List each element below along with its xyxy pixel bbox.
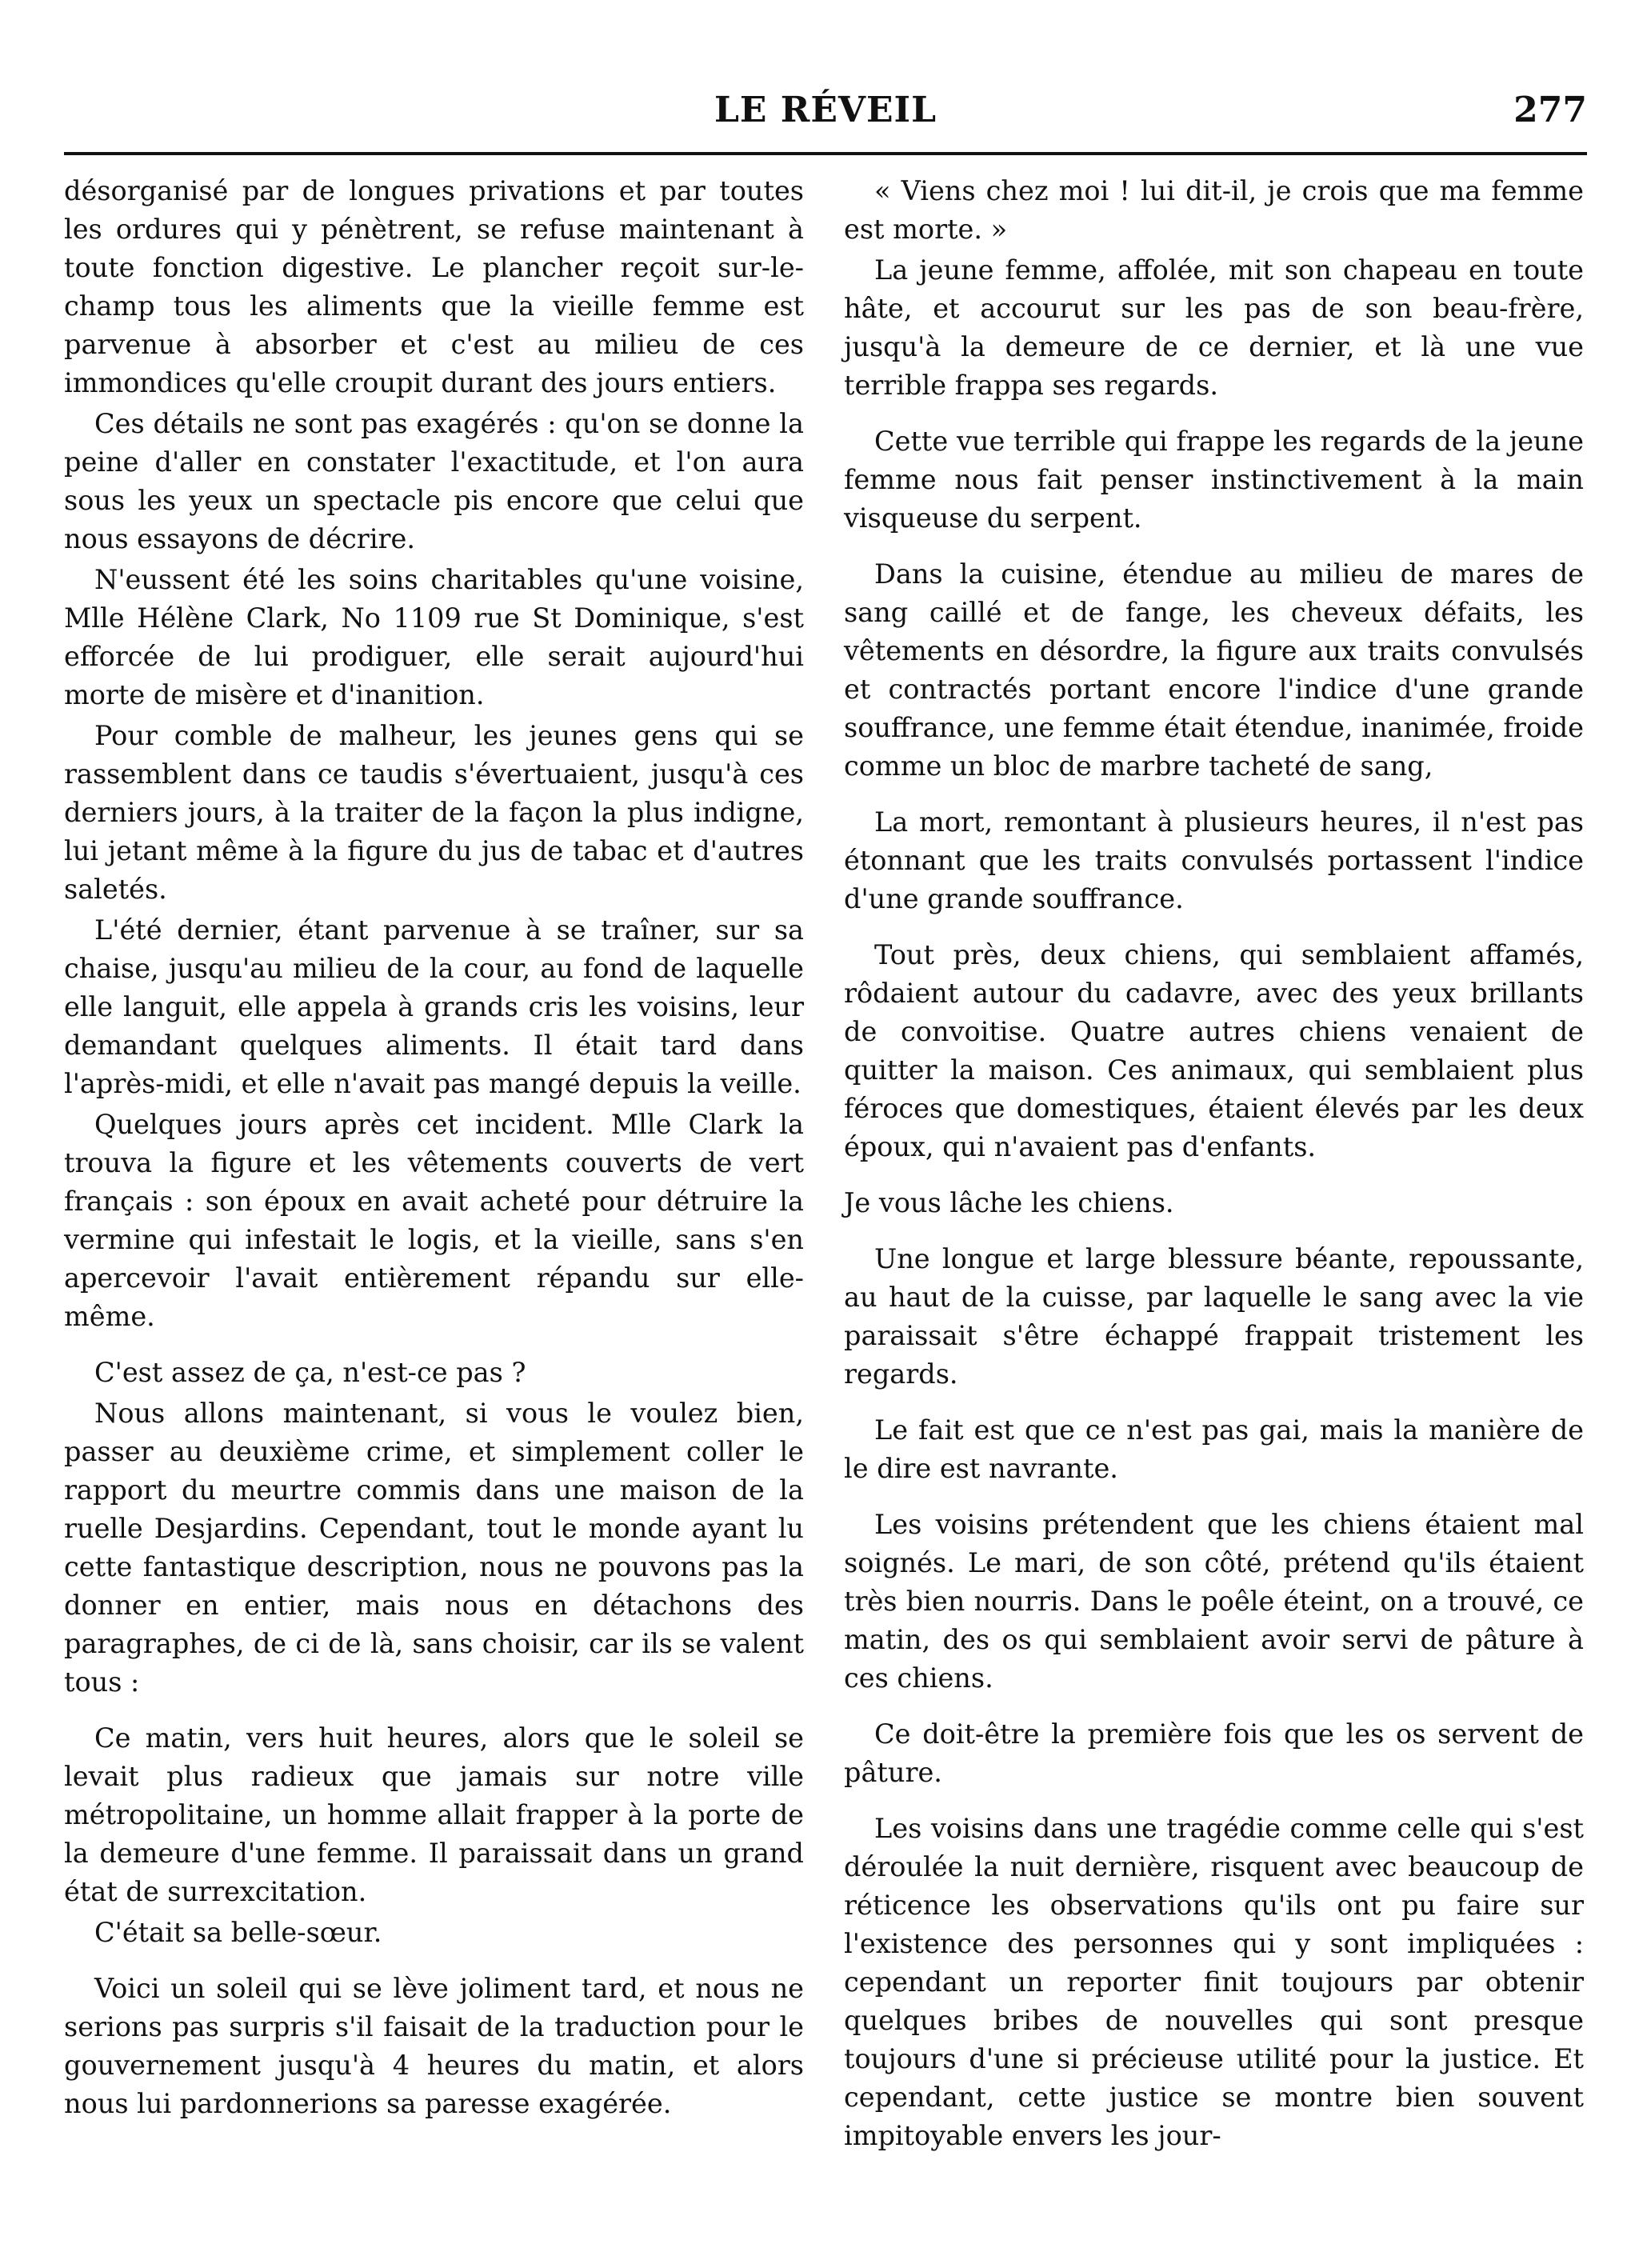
- running-head: [64, 90, 1587, 138]
- paragraph: C'était sa belle-sœur.: [94, 1917, 382, 1948]
- paragraph: Pour comble de malheur, les jeunes gens qui se rassemblent dans ce taudis s'évertuaient, jusqu'à ces derniers jours, à la traiter de la façon la plus indigne, lui jetant même à la figure du jus de tabac et d'autres saletés.: [64, 720, 804, 905]
- right-column: [844, 172, 1584, 2158]
- paragraph: Voici un soleil qui se lève joliment tard, et nous ne serions pas surpris s'il faisait de la traduction pour le gouvernement jusqu'à 4 heures du matin, et alors nous lui pardonnerions sa paresse exagérée.: [64, 1973, 804, 2119]
- left-column: [64, 172, 804, 2126]
- journal-title: LE RÉVEIL: [714, 90, 937, 130]
- paragraph: Ce doit-être la première fois que les os servent de pâture.: [844, 1718, 1584, 1788]
- paragraph: C'est assez de ça, n'est-ce pas ?: [94, 1357, 526, 1388]
- paragraph: Dans la cuisine, étendue au milieu de mares de sang caillé et de fange, les cheveux défaits, les vêtements en désordre, la figure aux traits convulsés et contractés portant encore l'indice d'une grande souffrance, une femme était étendue, inanimée, froide comme un bloc de marbre tacheté de sang,: [844, 558, 1584, 782]
- paragraph: Je vous lâche les chiens.: [844, 1187, 1174, 1218]
- header-rule: [64, 152, 1587, 155]
- paragraph: N'eussent été les soins charitables qu'une voisine, Mlle Hélène Clark, No 1109 rue St Dominique, s'est efforcée de lui prodiguer, elle serait aujourd'hui morte de misère et d'inanition.: [64, 564, 804, 710]
- paragraph: désorganisé par de longues privations et par toutes les ordures qui y pénètrent, se refuse maintenant à toute fonction digestive. Le plancher reçoit sur-le-champ tous les aliments que la vieille femme est parvenue à absorber et c'est au milieu de ces immondices qu'elle croupit durant des jours entiers.: [64, 175, 804, 398]
- paragraph: La mort, remontant à plusieurs heures, il n'est pas étonnant que les traits convulsés portassent l'indice d'une grande souffrance.: [844, 806, 1584, 914]
- paragraph: Cette vue terrible qui frappe les regards de la jeune femme nous fait penser instinctivement à la main visqueuse du serpent.: [844, 426, 1584, 534]
- page-number: 277: [1513, 90, 1587, 130]
- paragraph: L'été dernier, étant parvenue à se traîner, sur sa chaise, jusqu'au milieu de la cour, au fond de laquelle elle languit, elle appela à grands cris les voisins, leur demandant quelques aliments. Il était tard dans l'après-midi, et elle n'avait pas mangé depuis la veille.: [64, 914, 804, 1099]
- paragraph: La jeune femme, affolée, mit son chapeau en toute hâte, et accourut sur les pas de son beau-frère, jusqu'à la demeure de ce dernier, et là une vue terrible frappa ses regards.: [844, 254, 1584, 401]
- paragraph: Le fait est que ce n'est pas gai, mais la manière de le dire est navrante.: [844, 1414, 1584, 1484]
- paragraph: Tout près, deux chiens, qui semblaient affamés, rôdaient autour du cadavre, avec des yeux brillants de convoitise. Quatre autres chiens venaient de quitter la maison. Ces animaux, qui semblaient plus féroces que domestiques, étaient élevés par les deux époux, qui n'avaient pas d'enfants.: [844, 939, 1584, 1162]
- paragraph: Ces détails ne sont pas exagérés : qu'on se donne la peine d'aller en constater l'exactitude, et l'on aura sous les yeux un spectacle pis encore que celui que nous essayons de décrire.: [64, 408, 804, 554]
- paragraph: Ce matin, vers huit heures, alors que le soleil se levait plus radieux que jamais sur notre ville métropolitaine, un homme allait frapper à la porte de la demeure d'une femme. Il paraissait dans un grand état de surrexcitation.: [64, 1722, 804, 1907]
- paragraph: Les voisins prétendent que les chiens étaient mal soignés. Le mari, de son côté, prétend qu'ils étaient très bien nourris. Dans le poêle éteint, on a trouvé, ce matin, des os qui semblaient avoir servi de pâture à ces chiens.: [844, 1509, 1584, 1694]
- paragraph: Nous allons maintenant, si vous le voulez bien, passer au deuxième crime, et simplement coller le rapport du meurtre commis dans une maison de la ruelle Desjardins. Cependant, tout le monde ayant lu cette fantastique description, nous ne pouvons pas la donner en entier, mais nous en détachons des paragraphes, de ci de là, sans choisir, car ils se valent tous :: [64, 1398, 804, 1698]
- paragraph: Quelques jours après cet incident. Mlle Clark la trouva la figure et les vêtements couverts de vert français : son époux en avait acheté pour détruire la vermine qui infestait le logis, et la vieille, sans s'en apercevoir l'avait entièrement répandu sur elle-même.: [64, 1109, 804, 1332]
- paragraph: « Viens chez moi ! lui dit-il, je crois que ma femme est morte. »: [844, 175, 1584, 245]
- paragraph: Les voisins dans une tragédie comme celle qui s'est déroulée la nuit dernière, risquent avec beaucoup de réticence les observations qu'ils ont pu faire sur l'existence des personnes qui y sont impliquées : cependant un reporter finit toujours par obtenir quelques bribes de nouvelles qui sont presque toujours d'une si précieuse utilité pour la justice. Et cependant, cette justice se montre bien souvent impitoyable envers les jour-: [844, 1813, 1584, 2151]
- paragraph: Une longue et large blessure béante, repoussante, au haut de la cuisse, par laquelle le sang avec la vie paraissait s'être échappé frappait tristement les regards.: [844, 1243, 1584, 1390]
